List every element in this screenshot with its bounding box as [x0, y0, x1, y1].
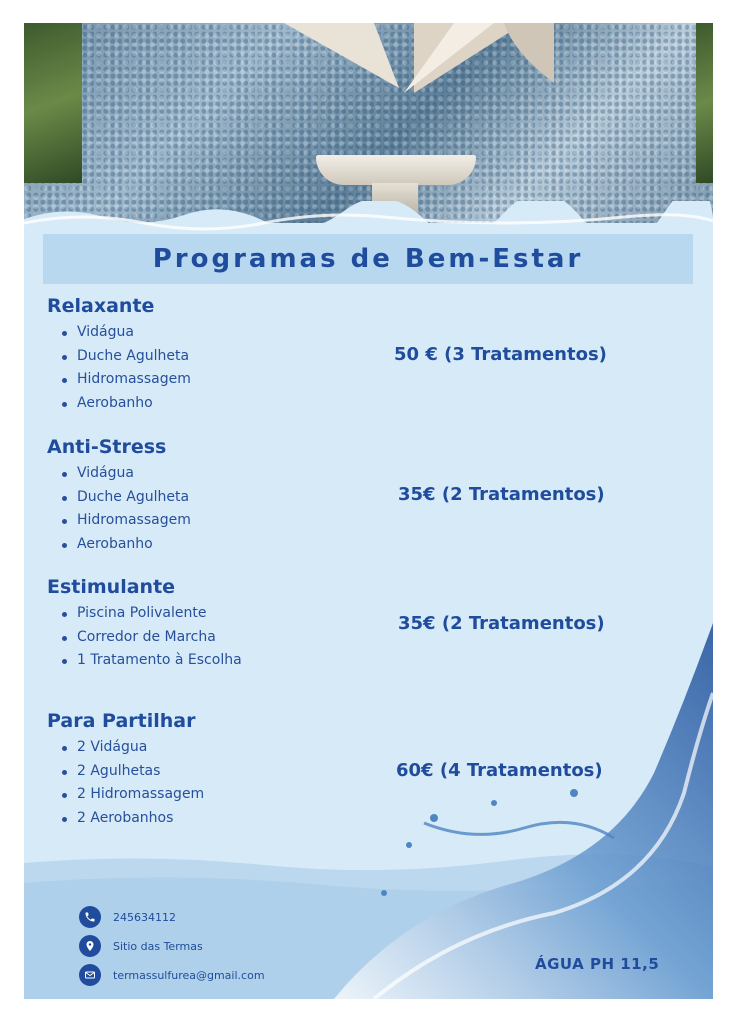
- list-item: Vidágua: [77, 321, 707, 345]
- fountain-basin: [316, 155, 476, 185]
- list-item: Hidromassagem: [77, 509, 707, 533]
- contact-location: [79, 932, 265, 960]
- program-relaxante: [47, 295, 707, 415]
- list-item: Aerobanho: [77, 533, 707, 557]
- program-items: [47, 736, 707, 830]
- program-anti-stress: [47, 436, 707, 556]
- price-estimulante: 35€ (2 Tratamentos): [398, 613, 605, 634]
- water-ph-note: ÁGUA PH 11,5: [535, 955, 660, 973]
- price-anti-stress: 35€ (2 Tratamentos): [398, 484, 605, 505]
- list-item: Duche Agulheta: [77, 486, 707, 510]
- location-pin-icon: [79, 935, 101, 957]
- phone-icon: [79, 906, 101, 928]
- sculpture: [264, 23, 554, 108]
- program-items: [47, 321, 707, 415]
- list-item: Vidágua: [77, 462, 707, 486]
- location-text: Sitio das Termas: [113, 939, 203, 953]
- program-items: [47, 602, 707, 673]
- phone-number[interactable]: 245634112: [113, 910, 176, 924]
- title-banner: [43, 234, 693, 284]
- list-item: 2 Aerobanhos: [77, 807, 707, 831]
- email-address[interactable]: termassulfurea@gmail.com: [113, 968, 265, 982]
- program-name: Relaxante: [47, 295, 155, 317]
- list-item: 2 Agulhetas: [77, 760, 707, 784]
- page-title: Programas de Bem-Estar: [152, 244, 584, 274]
- list-item: Corredor de Marcha: [77, 626, 707, 650]
- program-estimulante: [47, 576, 707, 673]
- program-para-partilhar: [47, 710, 707, 830]
- list-item: Hidromassagem: [77, 368, 707, 392]
- contact-block: [79, 903, 265, 990]
- price-relaxante: 50 € (3 Tratamentos): [394, 344, 607, 365]
- trees-right: [696, 23, 713, 183]
- fountain-photo: [24, 23, 713, 223]
- list-item: Aerobanho: [77, 392, 707, 416]
- list-item: Piscina Polivalente: [77, 602, 707, 626]
- list-item: Duche Agulheta: [77, 345, 707, 369]
- contact-email: [79, 961, 265, 989]
- program-items: [47, 462, 707, 556]
- price-para-partilhar: 60€ (4 Tratamentos): [396, 760, 603, 781]
- list-item: 2 Hidromassagem: [77, 783, 707, 807]
- list-item: 1 Tratamento à Escolha: [77, 649, 707, 673]
- contact-phone: [79, 903, 265, 931]
- flyer: [24, 23, 713, 999]
- list-item: 2 Vidágua: [77, 736, 707, 760]
- program-name: Estimulante: [47, 576, 176, 598]
- program-name: Anti-Stress: [47, 436, 167, 458]
- email-icon: [79, 964, 101, 986]
- trees-left: [24, 23, 82, 183]
- program-name: Para Partilhar: [47, 710, 196, 732]
